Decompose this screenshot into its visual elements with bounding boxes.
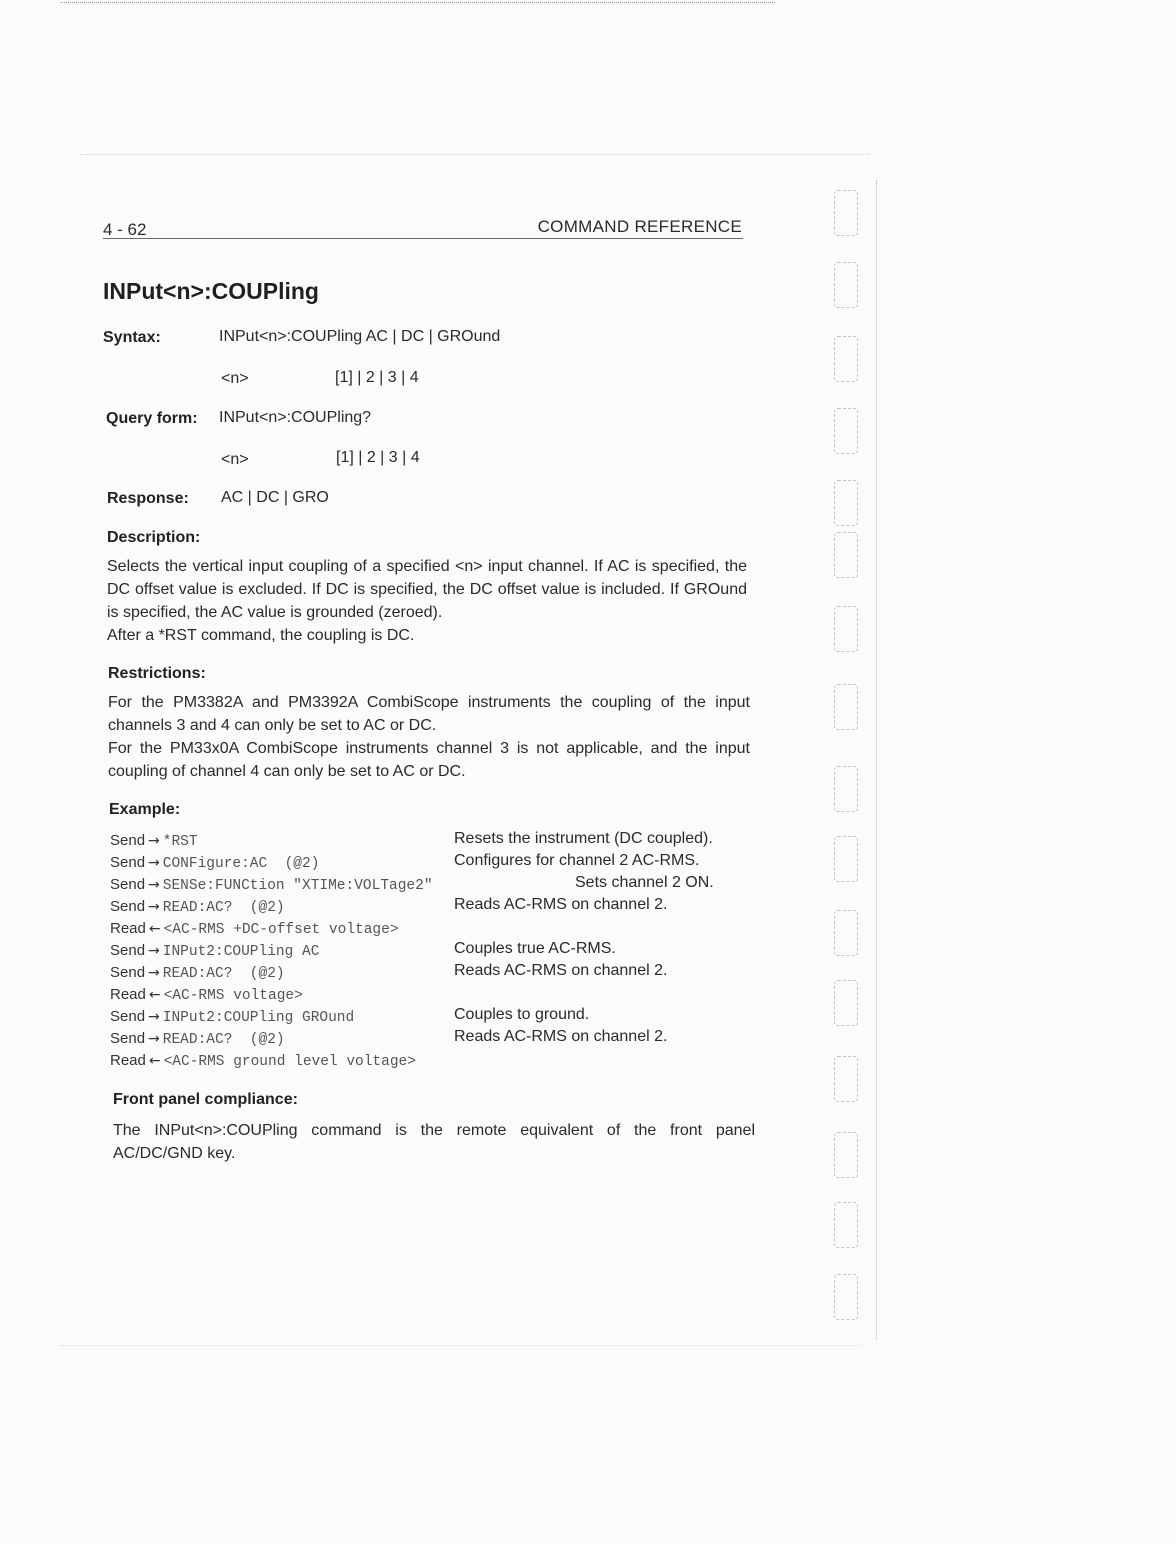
index-tab — [834, 606, 858, 652]
query-param-name: <n> — [221, 451, 249, 468]
example-command: SENSe:FUNCtion "XTIMe:VOLTage2" — [162, 878, 433, 894]
example-note: Reads AC-RMS on channel 2. — [454, 962, 668, 979]
syntax-param-values: [1] | 2 | 3 | 4 — [335, 369, 419, 386]
example-row — [110, 1008, 750, 1030]
example-command: <AC-RMS voltage> — [163, 988, 303, 1004]
index-tab — [834, 1132, 858, 1178]
example-command: <AC-RMS ground level voltage> — [163, 1054, 416, 1070]
example-row — [110, 1052, 750, 1074]
send-arrow-icon: → — [148, 965, 160, 981]
response-label: Response: — [107, 490, 189, 507]
front-panel-heading: Front panel compliance: — [113, 1091, 298, 1108]
index-tab — [834, 1056, 858, 1102]
index-tab — [834, 766, 858, 812]
example-note: Sets channel 2 ON. — [575, 874, 714, 891]
send-arrow-icon: → — [148, 899, 160, 915]
example-command: READ:AC? (@2) — [162, 966, 285, 982]
example-direction: Send — [110, 964, 146, 981]
read-arrow-icon: ← — [148, 921, 161, 937]
description-heading: Description: — [107, 529, 201, 546]
send-arrow-icon: → — [148, 877, 160, 893]
query-value: INPut<n>:COUPling? — [219, 409, 372, 426]
syntax-label: Syntax: — [103, 329, 161, 346]
send-arrow-icon: → — [148, 833, 160, 849]
index-tab — [834, 1274, 858, 1320]
example-row — [110, 920, 750, 942]
index-tab — [834, 190, 858, 236]
example-command: READ:AC? (@2) — [162, 900, 285, 916]
restrictions-heading: Restrictions: — [108, 665, 206, 682]
index-tab — [834, 408, 858, 454]
send-arrow-icon: → — [148, 1009, 160, 1025]
syntax-value: INPut<n>:COUPling AC | DC | GROund — [219, 328, 501, 345]
index-tab — [834, 532, 858, 578]
page-number: 4 - 62 — [103, 220, 147, 239]
example-direction: Send — [110, 832, 146, 849]
example-note: Couples true AC-RMS. — [454, 940, 616, 957]
example-row — [110, 1030, 750, 1052]
send-arrow-icon: → — [148, 1031, 160, 1047]
example-direction: Send — [110, 1008, 146, 1025]
example-note: Couples to ground. — [454, 1006, 590, 1023]
example-command: INPut2:COUPling AC — [162, 944, 320, 960]
example-direction: Send — [110, 942, 146, 959]
index-tab — [834, 1202, 858, 1248]
query-label: Query form: — [106, 410, 198, 427]
example-direction: Send — [110, 854, 146, 871]
index-tab — [834, 836, 858, 882]
read-arrow-icon: ← — [148, 987, 161, 1003]
example-command: <AC-RMS +DC-offset voltage> — [163, 922, 399, 938]
example-note: Resets the instrument (DC coupled). — [454, 830, 713, 847]
example-direction: Read — [110, 1052, 146, 1069]
front-panel-text: The INPut<n>:COUPling command is the remote equivalent of the front panel AC/DC/GND key. — [113, 1122, 755, 1162]
example-note: Configures for channel 2 AC-RMS. — [454, 852, 700, 869]
index-tab — [834, 336, 858, 382]
send-arrow-icon: → — [148, 855, 160, 871]
syntax-param-name: <n> — [221, 370, 249, 387]
example-command: READ:AC? (@2) — [162, 1032, 285, 1048]
response-value: AC | DC | GRO — [221, 489, 329, 506]
example-direction: Send — [110, 1030, 146, 1047]
index-tab — [834, 910, 858, 956]
example-note: Reads AC-RMS on channel 2. — [454, 1028, 668, 1045]
example-row — [110, 832, 750, 854]
example-row — [110, 876, 750, 898]
example-direction: Read — [110, 920, 146, 937]
section-title: COMMAND REFERENCE — [537, 217, 742, 236]
example-row — [110, 898, 750, 920]
index-tab — [834, 262, 858, 308]
example-direction: Send — [110, 898, 146, 915]
example-direction: Read — [110, 986, 146, 1003]
query-param-values: [1] | 2 | 3 | 4 — [336, 449, 420, 466]
example-direction: Send — [110, 876, 146, 893]
index-tab — [834, 480, 858, 526]
example-row — [110, 986, 750, 1008]
example-command: INPut2:COUPling GROund — [162, 1010, 355, 1026]
example-command: CONFigure:AC (@2) — [162, 856, 320, 872]
example-note: Reads AC-RMS on channel 2. — [454, 896, 668, 913]
read-arrow-icon: ← — [148, 1053, 161, 1069]
send-arrow-icon: → — [148, 943, 160, 959]
index-tab — [834, 980, 858, 1026]
example-command: *RST — [162, 834, 198, 850]
description-text-rst: After a *RST command, the coupling is DC. — [107, 627, 415, 644]
description-text: Selects the vertical input coupling of a specified <n> input channel. If AC is specified, the DC offset value is excluded. If DC is specified, the DC offset value is included. If GROund is specified, the AC value is grounded (zeroed). — [107, 558, 747, 621]
restrictions-text-1: For the PM3382A and PM3392A CombiScope instruments the coupling of the input channels 3 and 4 can only be set to AC or DC. — [108, 694, 750, 734]
example-row — [110, 854, 750, 876]
command-title: INPut<n>:COUPling — [103, 278, 319, 304]
index-tab-strip — [820, 180, 890, 1340]
restrictions-text-2: For the PM33x0A CombiScope instruments channel 3 is not applicable, and the input coupling of channel 4 can only be set to AC or DC. — [108, 740, 750, 780]
example-heading: Example: — [109, 801, 181, 818]
index-tab — [834, 684, 858, 730]
page-edge — [876, 180, 877, 1340]
example-row — [110, 964, 750, 986]
example-row — [110, 942, 750, 964]
header-rule — [103, 238, 743, 239]
